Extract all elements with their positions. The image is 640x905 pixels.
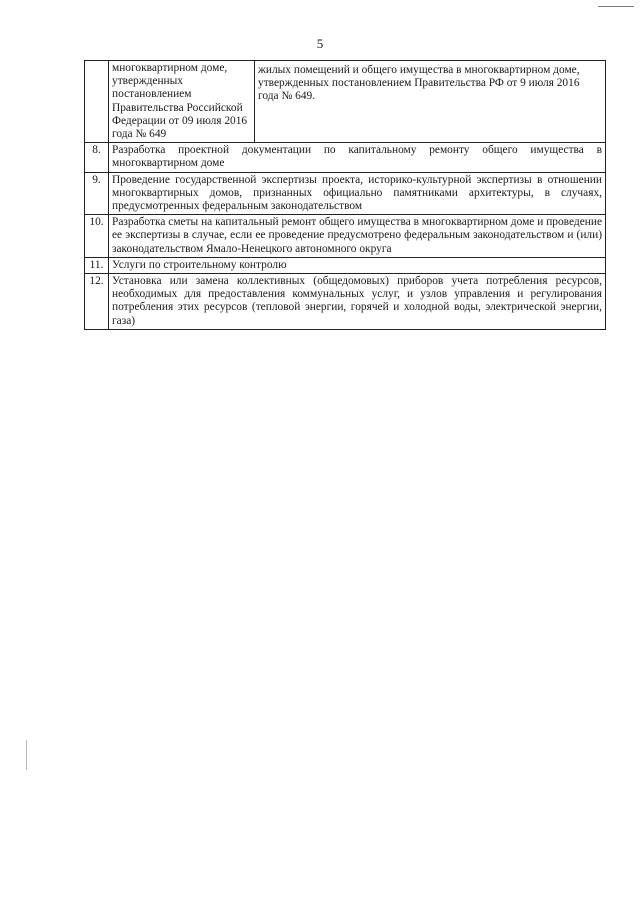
row-number: 11.	[85, 257, 109, 273]
table-row	[85, 172, 606, 215]
table-row	[85, 143, 606, 172]
row-number: 9.	[85, 172, 109, 215]
table-row	[85, 257, 606, 273]
row-service-text: Проведение государственной экспертизы проекта, историко-культурной экспертизы в отношении многоквартирных домов, признанных официально памятниками архитектуры, в случаях, предусмотренных федеральным законодательством	[109, 172, 606, 215]
page-number: 5	[316, 36, 324, 51]
row-service-text: Разработка проектной документации по капитальному ремонту общего имущества в многоквартирном доме	[109, 143, 606, 172]
services-table	[84, 60, 606, 330]
table-row-continuation	[85, 61, 606, 143]
row-number: 12.	[85, 274, 109, 330]
table-row	[85, 215, 606, 258]
cell-document-reference: многоквартирном доме, утвержденных постановлением Правительства Российской Федерации от 09 июля 2016 года № 649	[109, 61, 255, 143]
scan-edge-mark	[26, 740, 27, 770]
row-service-text: Услуги по строительному контролю	[109, 257, 606, 273]
row-number: 10.	[85, 215, 109, 258]
scan-corner-mark	[598, 6, 634, 7]
row-service-text: Установка или замена коллективных (общедомовых) приборов учета потребления ресурсов, необходимых для предоставления коммунальных услуг, и узлов управления и регулирования потребления этих ресурсов (тепловой энергии, горячей и холодной воды, электрической энергии, газа)	[109, 274, 606, 330]
row-number	[85, 61, 109, 143]
row-number: 8.	[85, 143, 109, 172]
table-row	[85, 274, 606, 330]
cell-description: жилых помещений и общего имущества в многоквартирном доме, утвержденных постановлением Правительства РФ от 9 июля 2016 года № 649.	[255, 61, 606, 143]
row-service-text: Разработка сметы на капитальный ремонт общего имущества в многоквартирном доме и проведение ее экспертизы в случае, если ее проведение предусмотрено федеральным законодательством и (или) законодательством Ямало-Ненецкого автономного округа	[109, 215, 606, 258]
